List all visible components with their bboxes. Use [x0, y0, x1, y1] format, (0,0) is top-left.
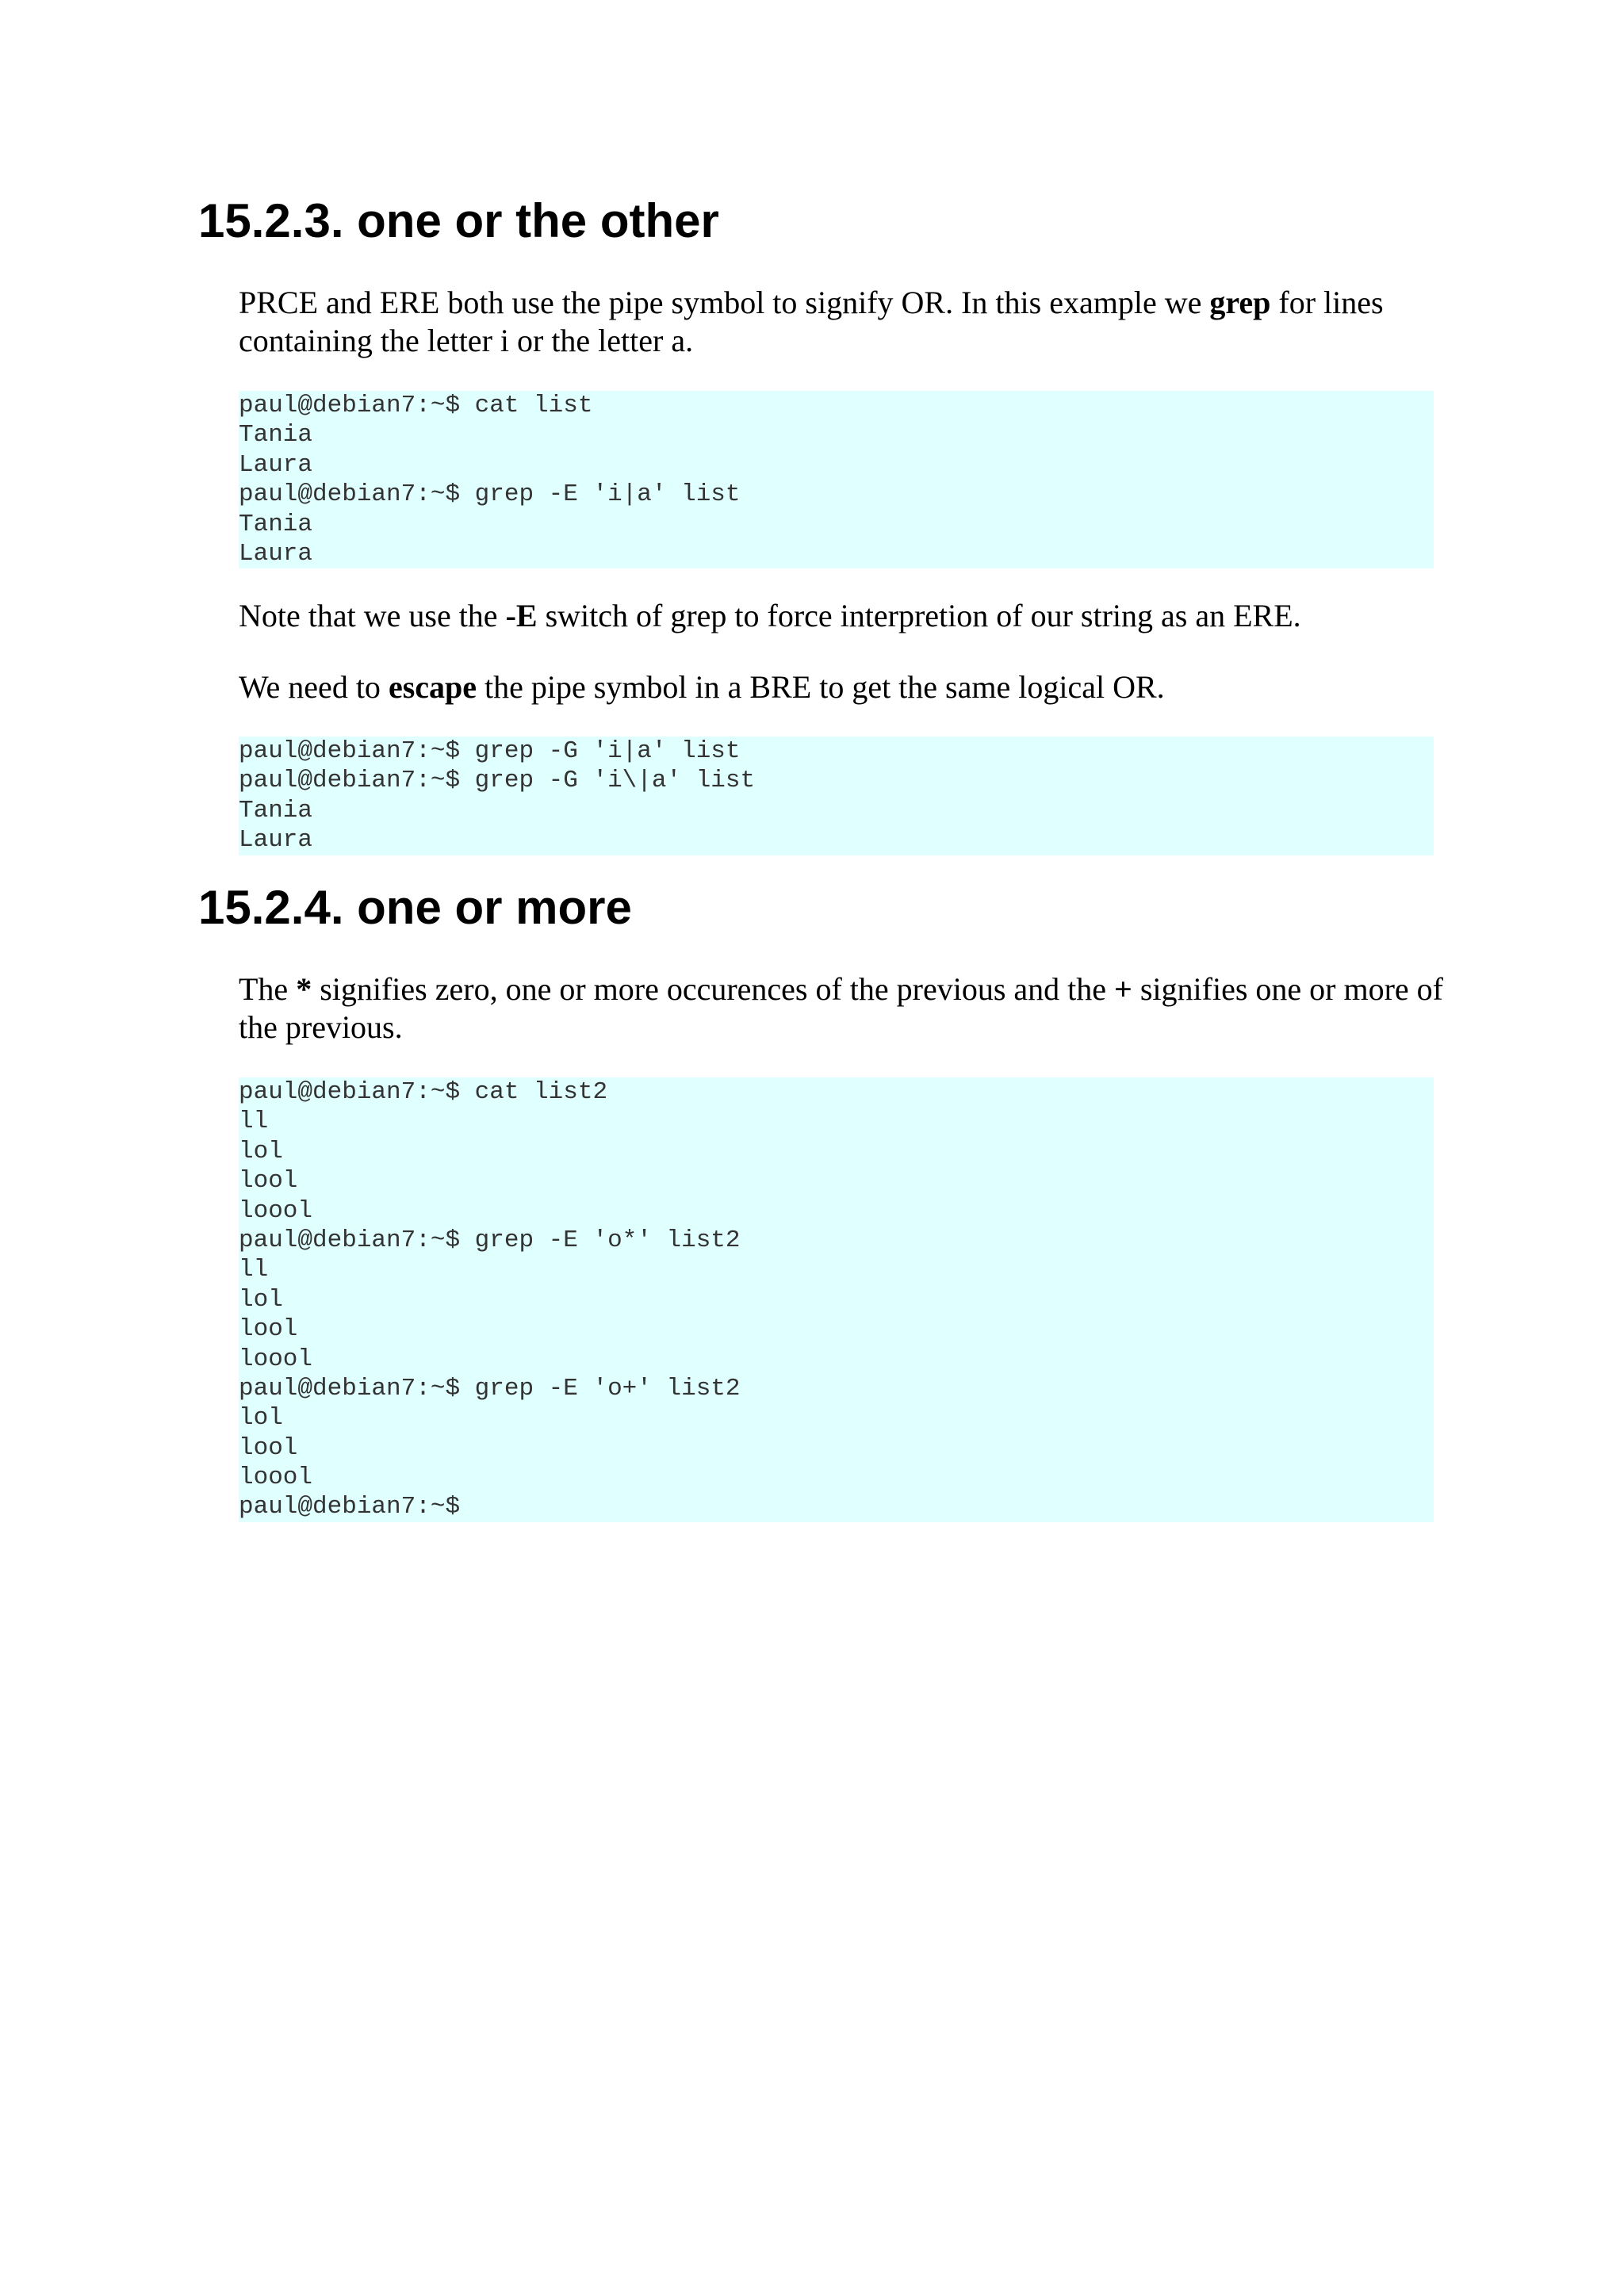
screen-line: paul@debian7:~$ cat list2: [239, 1078, 608, 1106]
e-switch-emphasis: -E: [505, 598, 538, 633]
plus-emphasis: +: [1114, 971, 1132, 1007]
intro-text-start: PRCE and ERE both use the pipe symbol to signify OR. In this example we: [239, 285, 1210, 320]
screen-line: paul@debian7:~$ grep -E 'i|a' list: [239, 480, 741, 509]
screen-output-grep-quantifiers: [239, 1077, 1434, 1522]
screen-line: loool: [239, 1464, 313, 1492]
screen-line: Tania: [239, 796, 313, 825]
screen-line: lool: [239, 1315, 298, 1344]
intro-paragraph-one-or-the-other: [239, 284, 1444, 360]
intro-text-end: signifies one or more of the previous.: [239, 971, 1443, 1045]
intro-text-end: for lines containing the letter i or the letter a.: [239, 285, 1384, 358]
screen-line: paul@debian7:~$ grep -E 'o*' list2: [239, 1226, 741, 1254]
screen-line: Laura: [239, 539, 313, 568]
note-paragraph-e-switch: [239, 597, 1444, 635]
screen-line: paul@debian7:~$ grep -E 'o+' list2: [239, 1374, 741, 1402]
screen-line: Tania: [239, 421, 313, 450]
screen-line: paul@debian7:~$: [239, 1493, 461, 1521]
screen-line: paul@debian7:~$ grep -G 'i\|a' list: [239, 767, 756, 795]
screen-line: ll: [239, 1256, 269, 1284]
screen-line: Laura: [239, 450, 313, 479]
screen-line: Laura: [239, 826, 313, 855]
screen-line: loool: [239, 1196, 313, 1225]
screen-line: lool: [239, 1167, 298, 1196]
intro-paragraph-one-or-more: [239, 970, 1444, 1047]
note-text-start: Note that we use the: [239, 598, 506, 633]
screen-line: lol: [239, 1404, 283, 1433]
screen-line: paul@debian7:~$ cat list: [239, 392, 593, 419]
asterisk-emphasis: *: [296, 971, 312, 1007]
screen-line: lool: [239, 1433, 298, 1462]
screen-output-grep-e-alternation: [239, 391, 1434, 568]
screen-line: loool: [239, 1345, 313, 1373]
grep-command-emphasis: grep: [1209, 285, 1271, 320]
escape-text-start: We need to: [239, 669, 389, 705]
intro-text-start: The: [239, 971, 297, 1007]
section-title-one-or-more: 15.2.4. one or more: [198, 881, 632, 934]
escape-text-end: the pipe symbol in a BRE to get the same logical OR.: [477, 669, 1165, 705]
escape-paragraph: [239, 668, 1444, 706]
screen-line: Tania: [239, 510, 313, 538]
screen-line: lol: [239, 1137, 283, 1165]
escape-emphasis: escape: [388, 669, 477, 705]
screen-output-grep-g-escape: [239, 737, 1434, 855]
note-text-end: switch of grep to force interpretion of our string as an ERE.: [537, 598, 1301, 633]
intro-text-middle: signifies zero, one or more occurences of the previous and the: [312, 971, 1115, 1007]
screen-line: paul@debian7:~$ grep -G 'i|a' list: [239, 737, 741, 765]
screen-line: lol: [239, 1285, 283, 1314]
screen-line: ll: [239, 1108, 269, 1136]
section-title-one-or-the-other: 15.2.3. one or the other: [198, 194, 719, 247]
